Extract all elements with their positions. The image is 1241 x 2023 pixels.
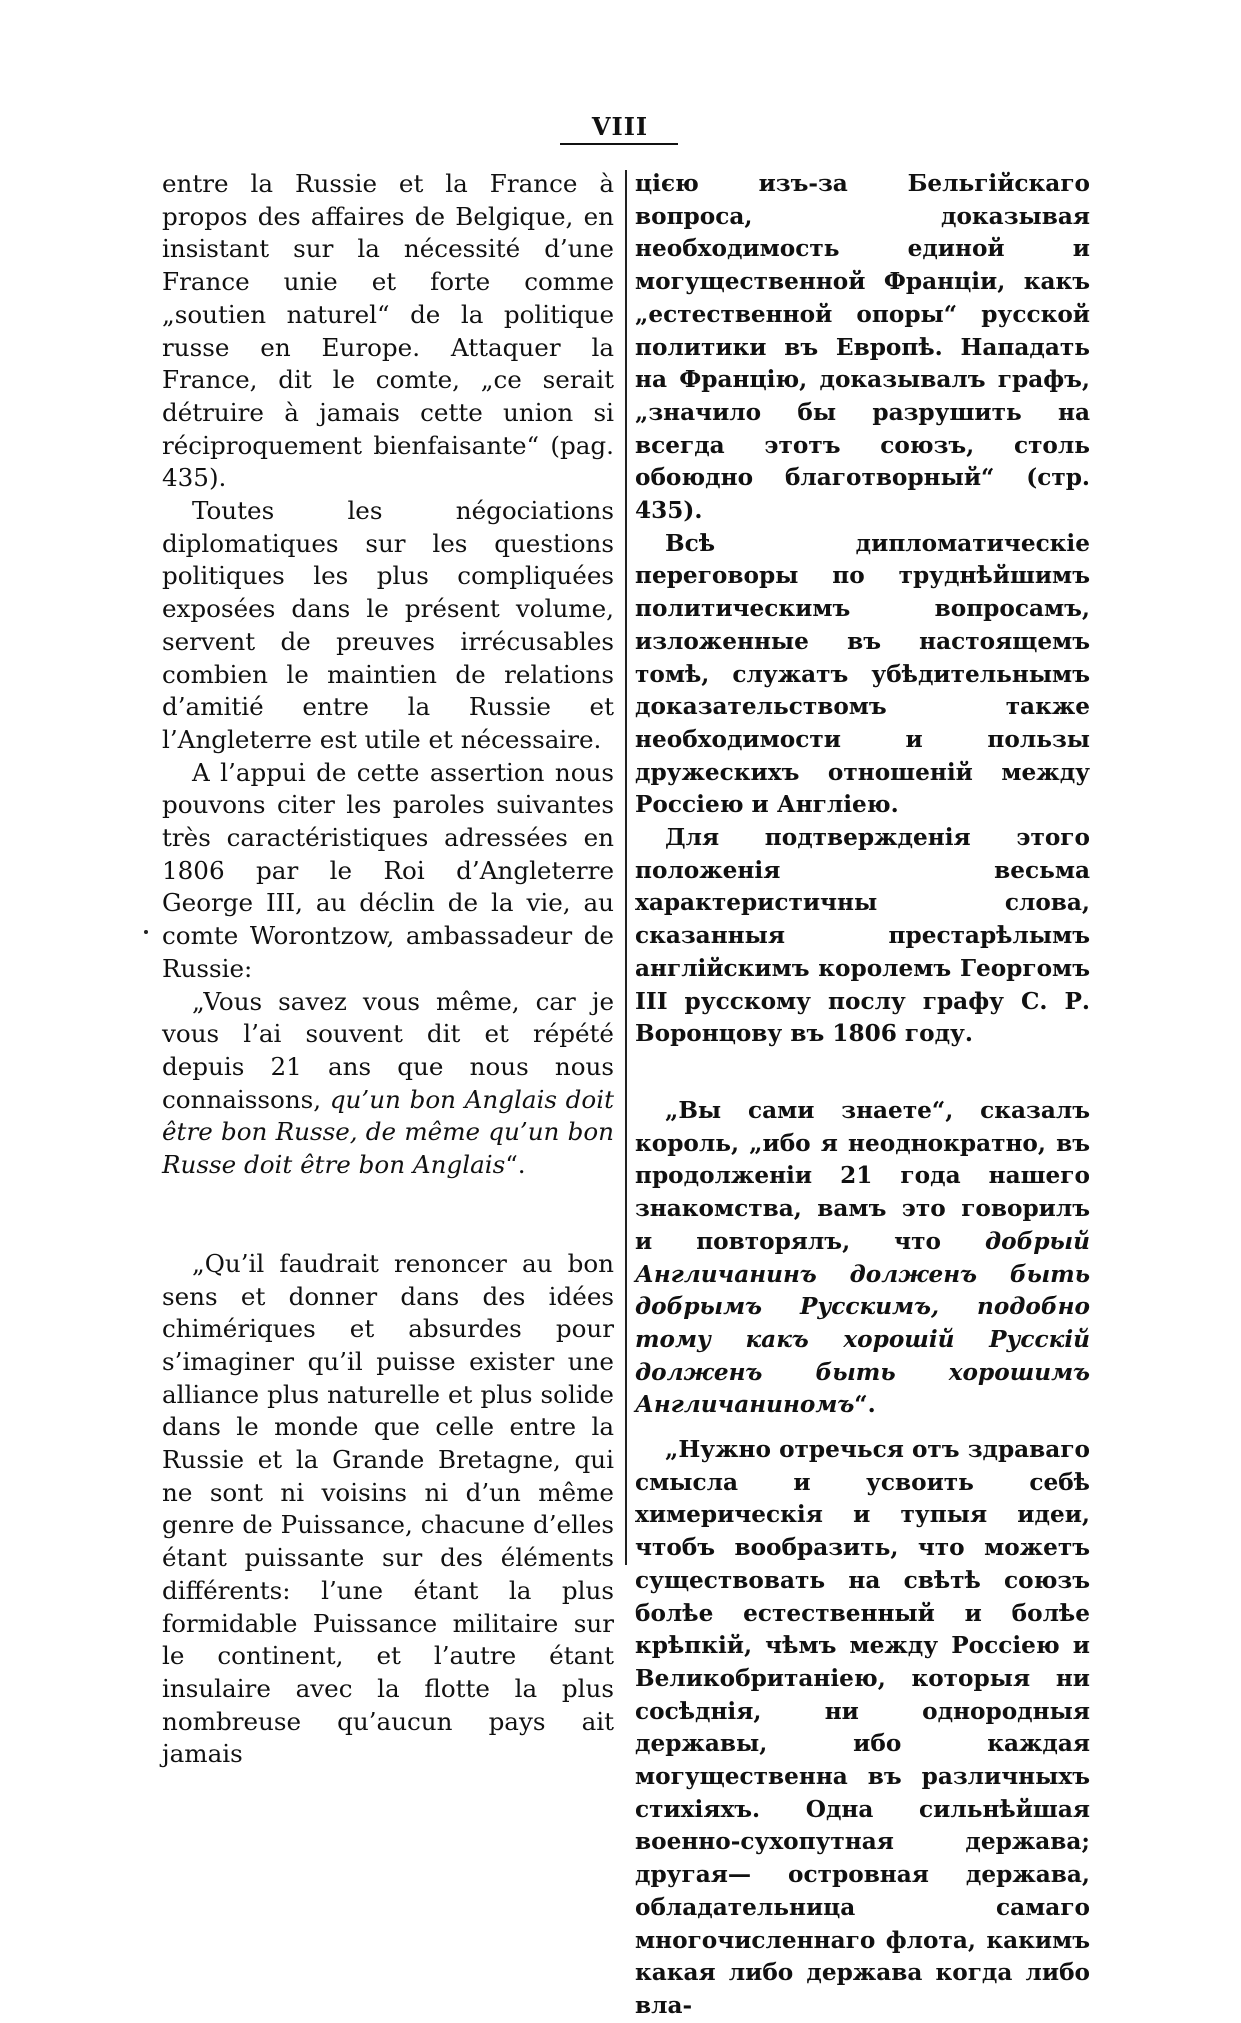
ru-quote-plain: „Вы сами знаете“, сказалъ король, „ибо я неоднократно, въ продолженіи 21 года нашего знакомства, вамъ это говорилъ и повторялъ, что xyxy=(635,1096,1090,1255)
ru-paragraph-5: „Нужно отречься отъ здраваго смысла и усвоить себѣ химерическія и тупыя идеи, чтобъ вообразить, что можетъ существовать на свѣтѣ союзъ болѣе естественный и болѣе крѣпкій, чѣмъ между Россіею и Великобританіею, которыя ни сосѣднія, ни однородныя державы, ибо каждая могущественна въ различныхъ стихіяхъ. Одна сильнѣйшая военно-сухопутная держава; другая— островная держава, обладательница самаго многочисленнаго флота, какимъ какая либо держава когда либо вла- xyxy=(635,1436,1090,2019)
fr-paragraph-5: „Qu’il faudrait renoncer au bon sens et donner dans des idées chimériques et absurdes pour s’imaginer qu’il puisse exister une alliance plus naturelle et plus solide dans le monde que celle entre la Russie et la Grande Bretagne, qui ne sont ni voisins ni d’un même genre de Puissance, chacune d’elles étant puissante sur des éléments différents: l’une étant la plus formidable Puissance militaire sur le continent, et l’autre étant insulaire avec la flotte la plus nombreuse qu’aucun pays ait jamais xyxy=(162,1248,614,1769)
fr-paragraph-2: Toutes les négociations diplomatiques sur les questions politiques les plus compliquées exposées dans le présent volume, servent de preuves irrécusables combien le maintien de relations d’amitié entre la Russie et l’Angleterre est utile et nécessaire. xyxy=(162,496,614,754)
page-number-rule xyxy=(560,143,678,145)
ru-quote-italic: добрый Англичанинъ долженъ быть добрымъ Русскимъ, подобно тому какъ хорошій Русскій долженъ быть хорошимъ Англичаниномъ xyxy=(635,1227,1090,1419)
ru-spacer-2 xyxy=(635,1422,1090,1434)
page-number: VIII xyxy=(591,112,649,141)
column-divider xyxy=(625,170,627,1565)
ru-paragraph-4 xyxy=(635,1095,1090,1422)
ru-paragraph-2: Всѣ дипломатическіе переговоры по труднѣйшимъ политическимъ вопросамъ, изложенные въ настоящемъ томѣ, служатъ убѣдительнымъ доказательствомъ также необходимости и пользы дружескихъ отношеній между Россіею и Англіею. xyxy=(635,529,1090,819)
ru-spacer-1 xyxy=(635,1051,1090,1095)
fr-paragraph-1: entre la Russie et la France à propos des affaires de Belgique, en insistant sur la nécessité d’une France unie et forte comme „soutien naturel“ de la politique russe en Europe. Attaquer la France, dit le comte, „ce serait détruire à jamais cette union si réciproquement bienfaisante“ (pag. 435). xyxy=(162,169,614,493)
fr-quote-plain: „Vous savez vous même, car je vous l’ai souvent dit et répété depuis 21 ans que nous nous connaissons, xyxy=(162,986,614,1114)
russian-column xyxy=(635,168,1090,2023)
fr-paragraph-4 xyxy=(162,986,614,1182)
ru-quote-end: “. xyxy=(854,1391,876,1419)
french-column xyxy=(162,168,614,1771)
ru-paragraph-3: Для подтвержденія этого положенія весьма характеристичны слова, сказанныя престарѣлымъ англійскимъ королемъ Георгомъ III русскому послу графу С. Р. Воронцову въ 1806 году. xyxy=(635,824,1090,1048)
fr-quote-italic: qu’un bon Anglais doit être bon Russe, de même qu’un bon Russe doit être bon Anglais xyxy=(162,1084,614,1180)
fr-quote-end: “. xyxy=(505,1150,526,1180)
ru-paragraph-1: цією изъ-за Бельгійскаго вопроса, доказывая необходимость единой и могущественной Франціи, какъ „естественной опоры“ русской политики въ Европѣ. Нападать на Францію, доказывалъ графъ, „значило бы разрушить на всегда этотъ союзъ, столь обоюдно благотворный“ (стр. 435). xyxy=(635,170,1090,525)
fr-paragraph-3: A l’appui de cette assertion nous pouvons citer les paroles suivantes très caractéristiques adressées en 1806 par le Roi d’Angleterre George III, au déclin de la vie, au comte Worontzow, ambassadeur de Russie: xyxy=(162,757,614,983)
print-speck xyxy=(144,930,148,934)
fr-spacer xyxy=(162,1182,614,1248)
